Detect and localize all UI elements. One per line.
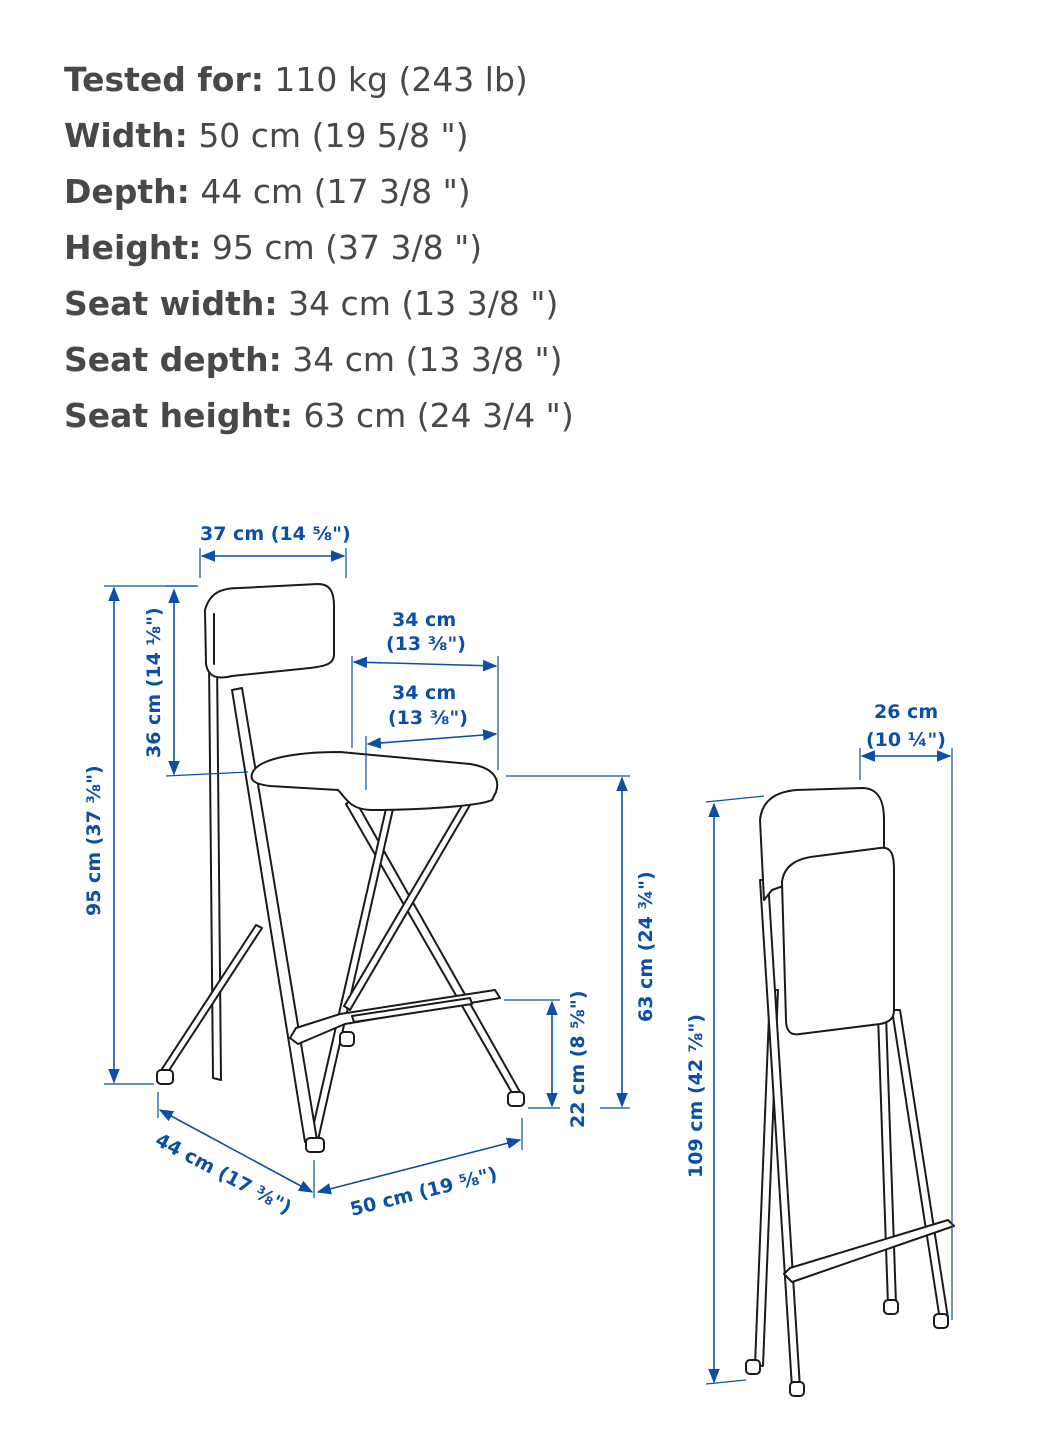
spec-value: 34 cm (13 3/8 ")	[288, 284, 559, 323]
spec-value: 63 cm (24 3/4 ")	[303, 396, 574, 435]
folded-height-label: 109 cm (42 ⅞")	[685, 1014, 707, 1178]
spec-value: 44 cm (17 3/8 ")	[200, 172, 471, 211]
foot-cap	[884, 1300, 898, 1314]
seat-height-label: 63 cm (24 ¾")	[635, 871, 657, 1022]
total-height-label: 95 cm (37 ⅜")	[83, 765, 105, 916]
folded-leg	[892, 1010, 948, 1320]
spec-label: Seat height:	[64, 396, 293, 435]
front-right-leg	[310, 800, 395, 1140]
folded-depth-label-line1: 26 cm	[874, 701, 939, 723]
foot-cap	[934, 1314, 948, 1328]
foot-cap	[508, 1092, 524, 1106]
spec-label: Height:	[64, 228, 202, 267]
seat-depth-label-line2: (13 ⅜")	[388, 707, 468, 729]
spec-value: 95 cm (37 3/8 ")	[211, 228, 483, 267]
spec-label: Seat width:	[64, 284, 278, 323]
width-label: 50 cm (19 ⅝")	[347, 1163, 500, 1221]
backrest-height-label: 36 cm (14 ⅛")	[143, 607, 165, 758]
seat-width-label-line2: (13 ⅜")	[386, 633, 466, 655]
unfolded-chair-illustration	[157, 584, 524, 1152]
spec-label: Seat depth:	[64, 340, 282, 379]
footrest-height-label: 22 cm (8 ⅝")	[567, 990, 589, 1128]
rear-left-leg	[209, 660, 221, 1080]
backrest-panel	[205, 584, 334, 678]
spec-label: Tested for:	[64, 60, 264, 99]
spec-label: Width:	[64, 116, 188, 155]
folded-depth-label-line2: (10 ¼")	[866, 729, 946, 751]
folded-leg	[878, 1015, 896, 1305]
seat-width-label-line1: 34 cm	[392, 609, 457, 631]
spec-value: 110 kg (243 lb)	[274, 60, 528, 99]
backrest-width-label: 37 cm (14 ⅝")	[200, 523, 351, 545]
foot-cap	[790, 1382, 804, 1396]
depth-label: 44 cm (17 ⅜")	[151, 1128, 296, 1220]
foot-cap	[340, 1032, 354, 1046]
spec-label: Depth:	[64, 172, 190, 211]
folded-chair-illustration	[746, 788, 954, 1396]
rear-right-leg	[346, 798, 520, 1098]
foot-cap	[157, 1070, 173, 1084]
folded-seat	[782, 848, 894, 1035]
seat-depth-label-line1: 34 cm	[392, 682, 457, 704]
spec-value: 34 cm (13 3/8 ")	[292, 340, 563, 379]
foot-cap	[746, 1360, 760, 1374]
spec-value: 50 cm (19 5/8 ")	[198, 116, 469, 155]
foot-cap	[306, 1138, 324, 1152]
seat-panel	[252, 752, 498, 810]
